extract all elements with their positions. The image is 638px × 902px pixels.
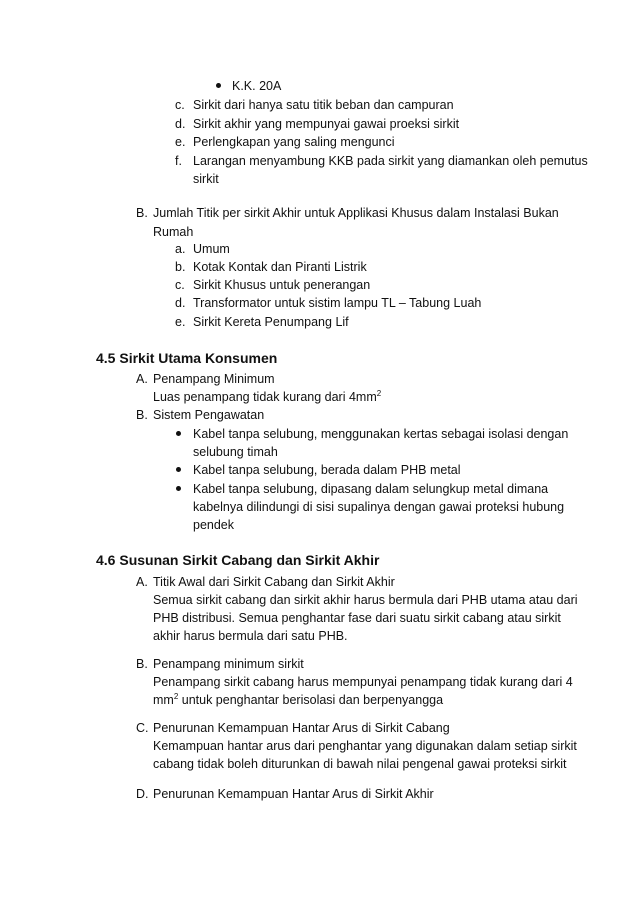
subsection-title: Penampang Minimum (153, 372, 275, 386)
section-heading: 4.5 Sirkit Utama Konsumen (96, 350, 278, 366)
body-line: PHB distribusi. Semua penghantar fase dari suatu sirkit cabang atau sirkit (153, 611, 561, 625)
bullet-icon (176, 431, 181, 436)
list-item-text-cont: sirkit (193, 172, 219, 186)
body-text: mm (153, 693, 174, 707)
superscript: 2 (173, 692, 179, 701)
section-marker: B. (136, 408, 148, 422)
subsection-title: Sistem Pengawatan (153, 408, 265, 422)
list-marker: d. (175, 296, 186, 310)
list-item-text: Sirkit Kereta Penumpang Lif (193, 315, 349, 329)
subsection-title: Penampang minimum sirkit (153, 657, 304, 671)
subsection-title: Titik Awal dari Sirkit Cabang dan Sirkit Akhir (153, 575, 395, 589)
bullet-icon (176, 486, 181, 491)
body-line: akhir harus bermula dari satu PHB. (153, 629, 348, 643)
bullet-text-cont: selubung timah (193, 445, 278, 459)
list-item-text: Perlengkapan yang saling mengunci (193, 135, 395, 149)
section-marker: A. (136, 372, 148, 386)
body-text: Luas penampang tidak kurang dari 4mm (153, 390, 377, 404)
section-heading: 4.6 Susunan Sirkit Cabang dan Sirkit Akhir (96, 552, 380, 568)
body-line: Semua sirkit cabang dan sirkit akhir harus bermula dari PHB utama atau dari (153, 593, 578, 607)
subsection-title: Penurunan Kemampuan Hantar Arus di Sirkit Akhir (153, 787, 434, 801)
body-line (153, 692, 443, 708)
list-item-text: Sirkit Khusus untuk penerangan (193, 278, 371, 292)
subsection-title: Penurunan Kemampuan Hantar Arus di Sirkit Cabang (153, 721, 450, 735)
bullet-text: Kabel tanpa selubung, dipasang dalam selungkup metal dimana (193, 482, 549, 496)
list-marker: c. (175, 278, 185, 292)
body-line: cabang tidak boleh diturunkan di bawah nilai pengenal gawai proteksi sirkit (153, 757, 567, 771)
bullet-text-cont: pendek (193, 518, 235, 532)
section-marker: A. (136, 575, 148, 589)
list-item-text: Larangan menyambung KKB pada sirkit yang diamankan oleh pemutus (193, 154, 588, 168)
body-text: untuk penghantar berisolasi dan berpenyangga (178, 693, 444, 707)
list-marker: c. (175, 98, 185, 112)
bullet-icon (176, 467, 181, 472)
list-marker: b. (175, 260, 186, 274)
list-marker: e. (175, 315, 186, 329)
section-marker: C. (136, 721, 149, 735)
body-line: Penampang sirkit cabang harus mempunyai penampang tidak kurang dari 4 (153, 675, 573, 689)
bullet-text-cont: kabelnya dilindungi di sisi supalinya dengan gawai proteksi hubung (193, 500, 565, 514)
list-marker: e. (175, 135, 186, 149)
list-item-text: Umum (193, 242, 230, 256)
list-marker: f. (175, 154, 182, 168)
subsection-body (153, 389, 381, 405)
list-item-text: Transformator untuk sistim lampu TL – Tabung Luah (193, 296, 482, 310)
list-item-text: Sirkit dari hanya satu titik beban dan campuran (193, 98, 454, 112)
body-line: Kemampuan hantar arus dari penghantar yang digunakan dalam setiap sirkit (153, 739, 577, 753)
list-item-text: Kotak Kontak dan Piranti Listrik (193, 260, 367, 274)
bullet-icon (216, 83, 221, 88)
list-item-text: Sirkit akhir yang mempunyai gawai proeksi sirkit (193, 117, 460, 131)
section-marker: B. (136, 657, 148, 671)
list-marker: d. (175, 117, 186, 131)
section-marker: D. (136, 787, 149, 801)
section-title: Jumlah Titik per sirkit Akhir untuk Applikasi Khusus dalam Instalasi Bukan (153, 206, 559, 220)
list-item-text: K.K. 20A (232, 79, 282, 93)
superscript: 2 (376, 389, 382, 398)
section-title-cont: Rumah (153, 225, 194, 239)
bullet-text: Kabel tanpa selubung, berada dalam PHB metal (193, 463, 461, 477)
bullet-text: Kabel tanpa selubung, menggunakan kertas sebagai isolasi dengan (193, 427, 569, 441)
section-marker: B. (136, 206, 148, 220)
list-marker: a. (175, 242, 186, 256)
